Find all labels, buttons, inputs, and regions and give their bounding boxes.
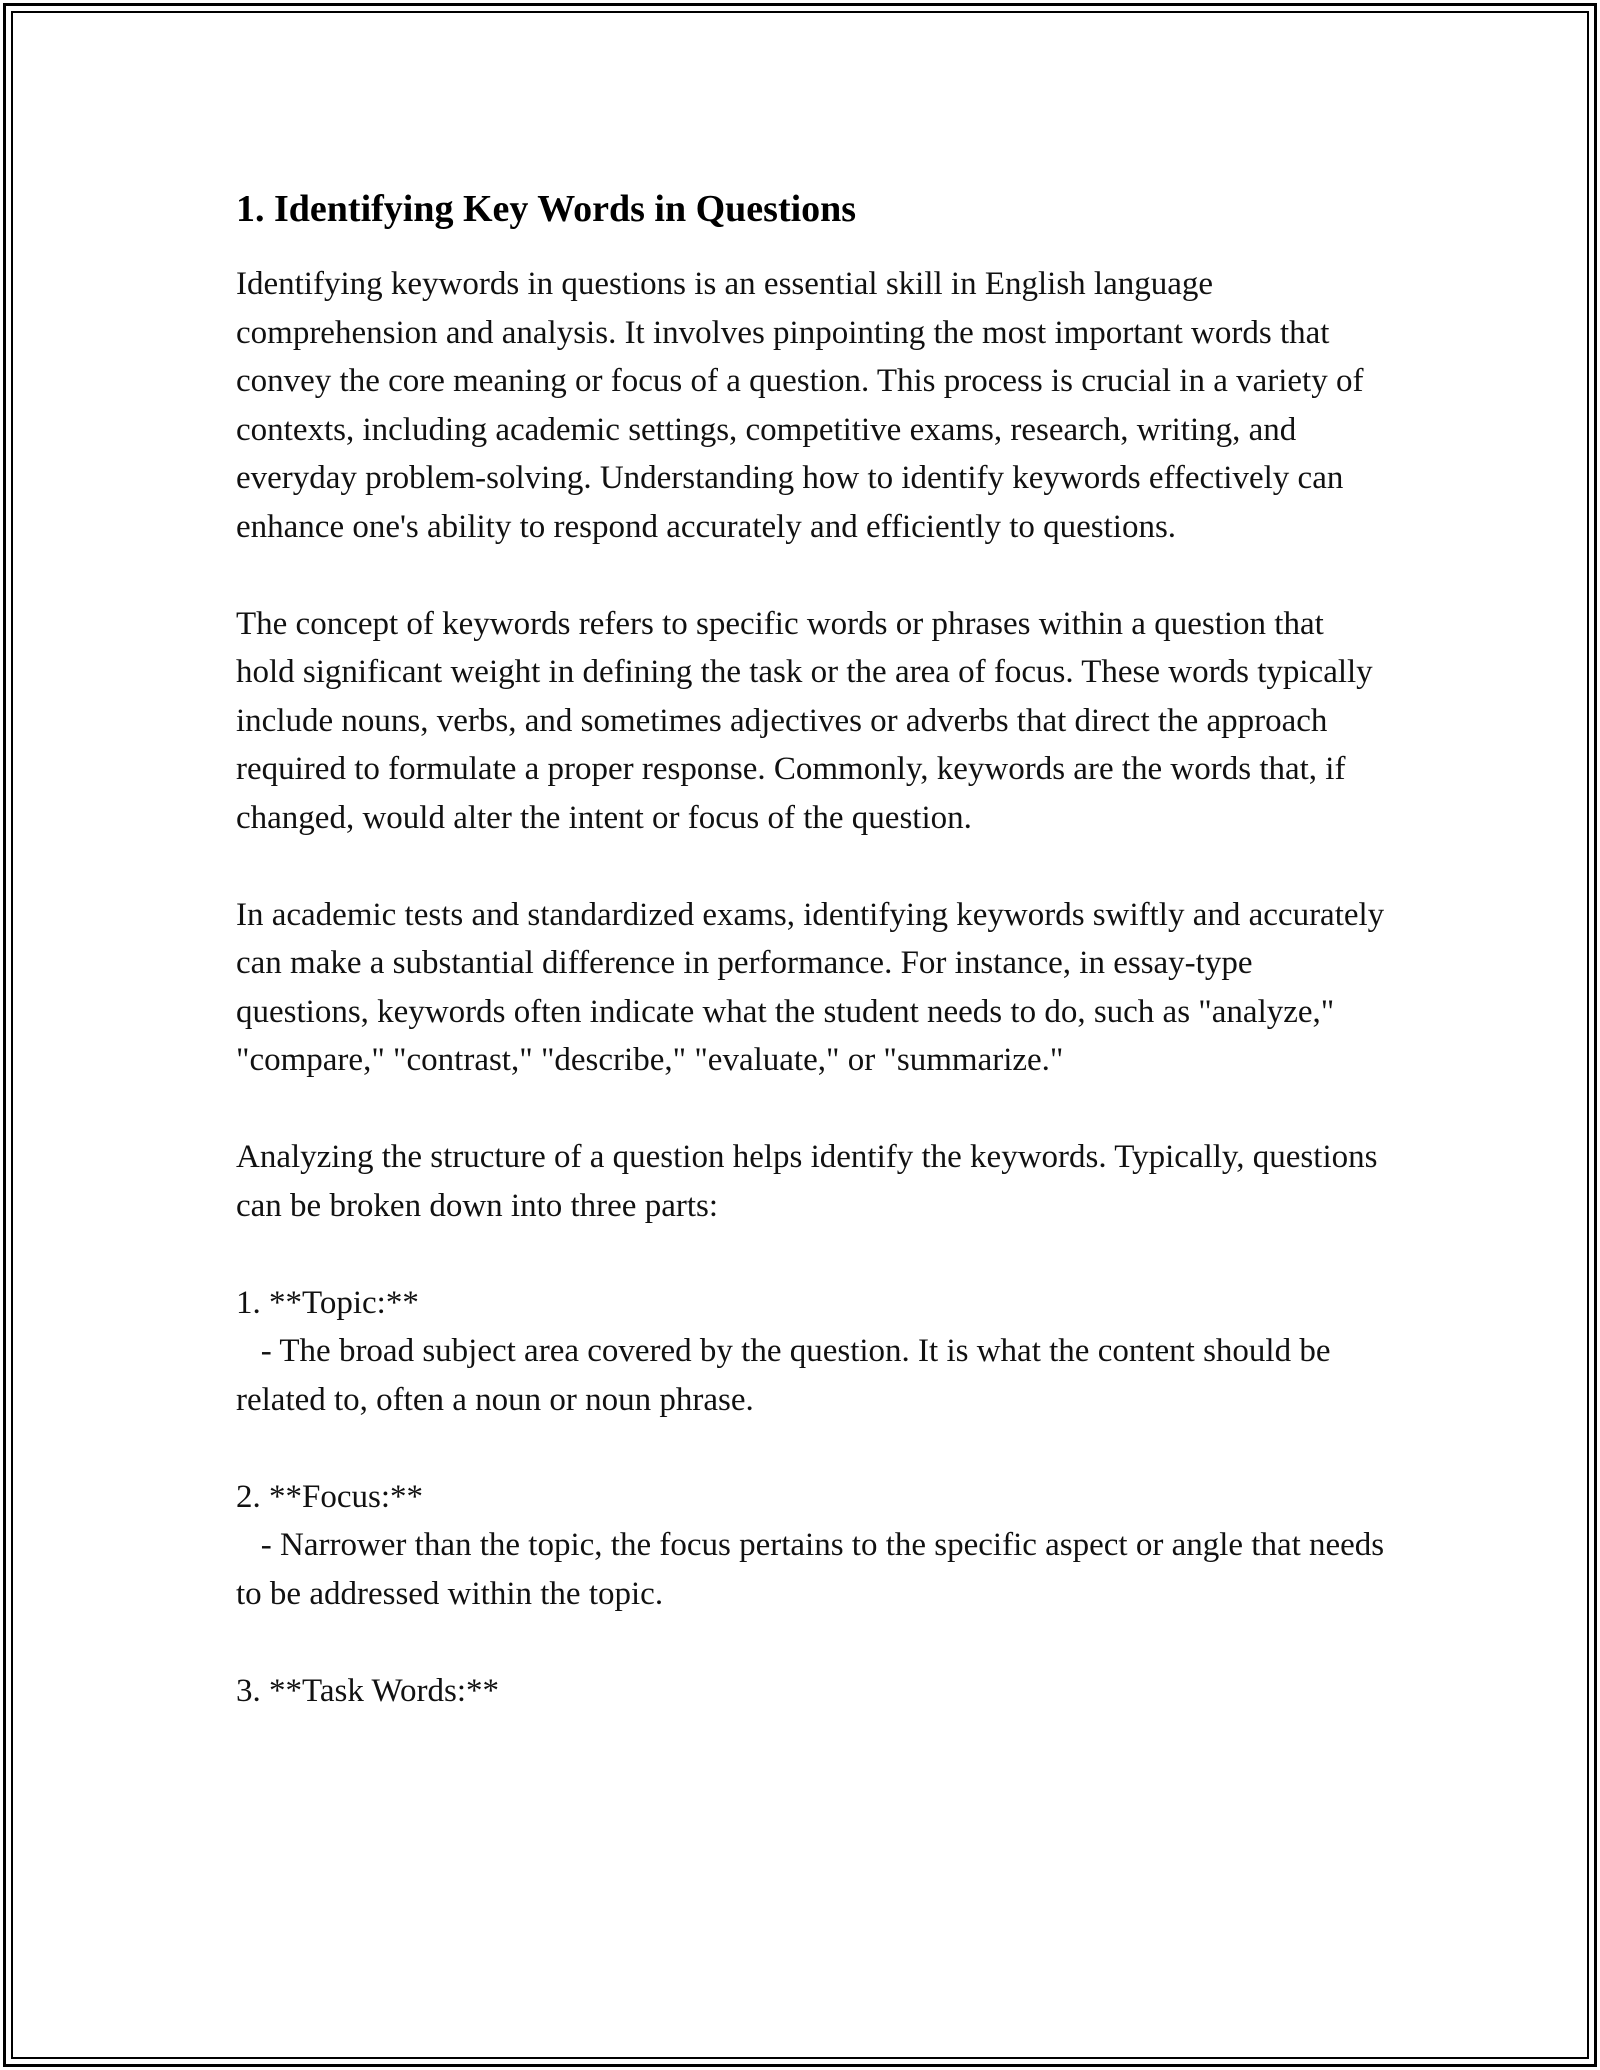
list-item-task-words xyxy=(236,1667,1386,1716)
list-item-title: 2. **Focus:** xyxy=(236,1478,424,1515)
list-item-description: - The broad subject area covered by the question. It is what the content should be related to, often a noun or noun phrase. xyxy=(236,1333,1339,1418)
list-item-description: - Narrower than the topic, the focus pertains to the specific aspect or angle that needs to be addressed within the topic. xyxy=(236,1527,1393,1612)
paragraph-question-structure: Analyzing the structure of a question helps identify the keywords. Typically, questions can be broken down into three parts: xyxy=(236,1139,1386,1224)
paragraph-intro: Identifying keywords in questions is an essential skill in English language comprehension and analysis. It involves pinpointing the most important words that convey the core meaning or focus of a question. This process is crucial in a variety of contexts, including academic settings, competitive exams, research, writing, and everyday problem-solving. Understanding how to identify keywords effectively can enhance one's ability to respond accurately and efficiently to questions. xyxy=(236,266,1372,545)
section-heading: 1. Identifying Key Words in Questions xyxy=(236,188,857,230)
list-item-title: 3. **Task Words:** xyxy=(236,1672,500,1709)
paragraph-academic-tests: In academic tests and standardized exams, identifying keywords swiftly and accurately can make a substantial difference in performance. For instance, in essay-type questions, keywords often indicate what the student needs to do, such as "analyze," "compare," "contrast," "describe," "evaluate," or "summarize." xyxy=(236,896,1393,1078)
list-item-title: 1. **Topic:** xyxy=(236,1284,419,1321)
document-body xyxy=(236,186,1393,1764)
list-item-focus xyxy=(236,1473,1393,1619)
list-item-topic xyxy=(236,1279,1386,1425)
paragraph-keyword-concept: The concept of keywords refers to specific words or phrases within a question that hold significant weight in defining the task or the area of focus. These words typically include nouns, verbs, and sometimes adjectives or adverbs that direct the approach required to formulate a proper response. Commonly, keywords are the words that, if changed, would alter the intent or focus of the question. xyxy=(236,605,1381,836)
